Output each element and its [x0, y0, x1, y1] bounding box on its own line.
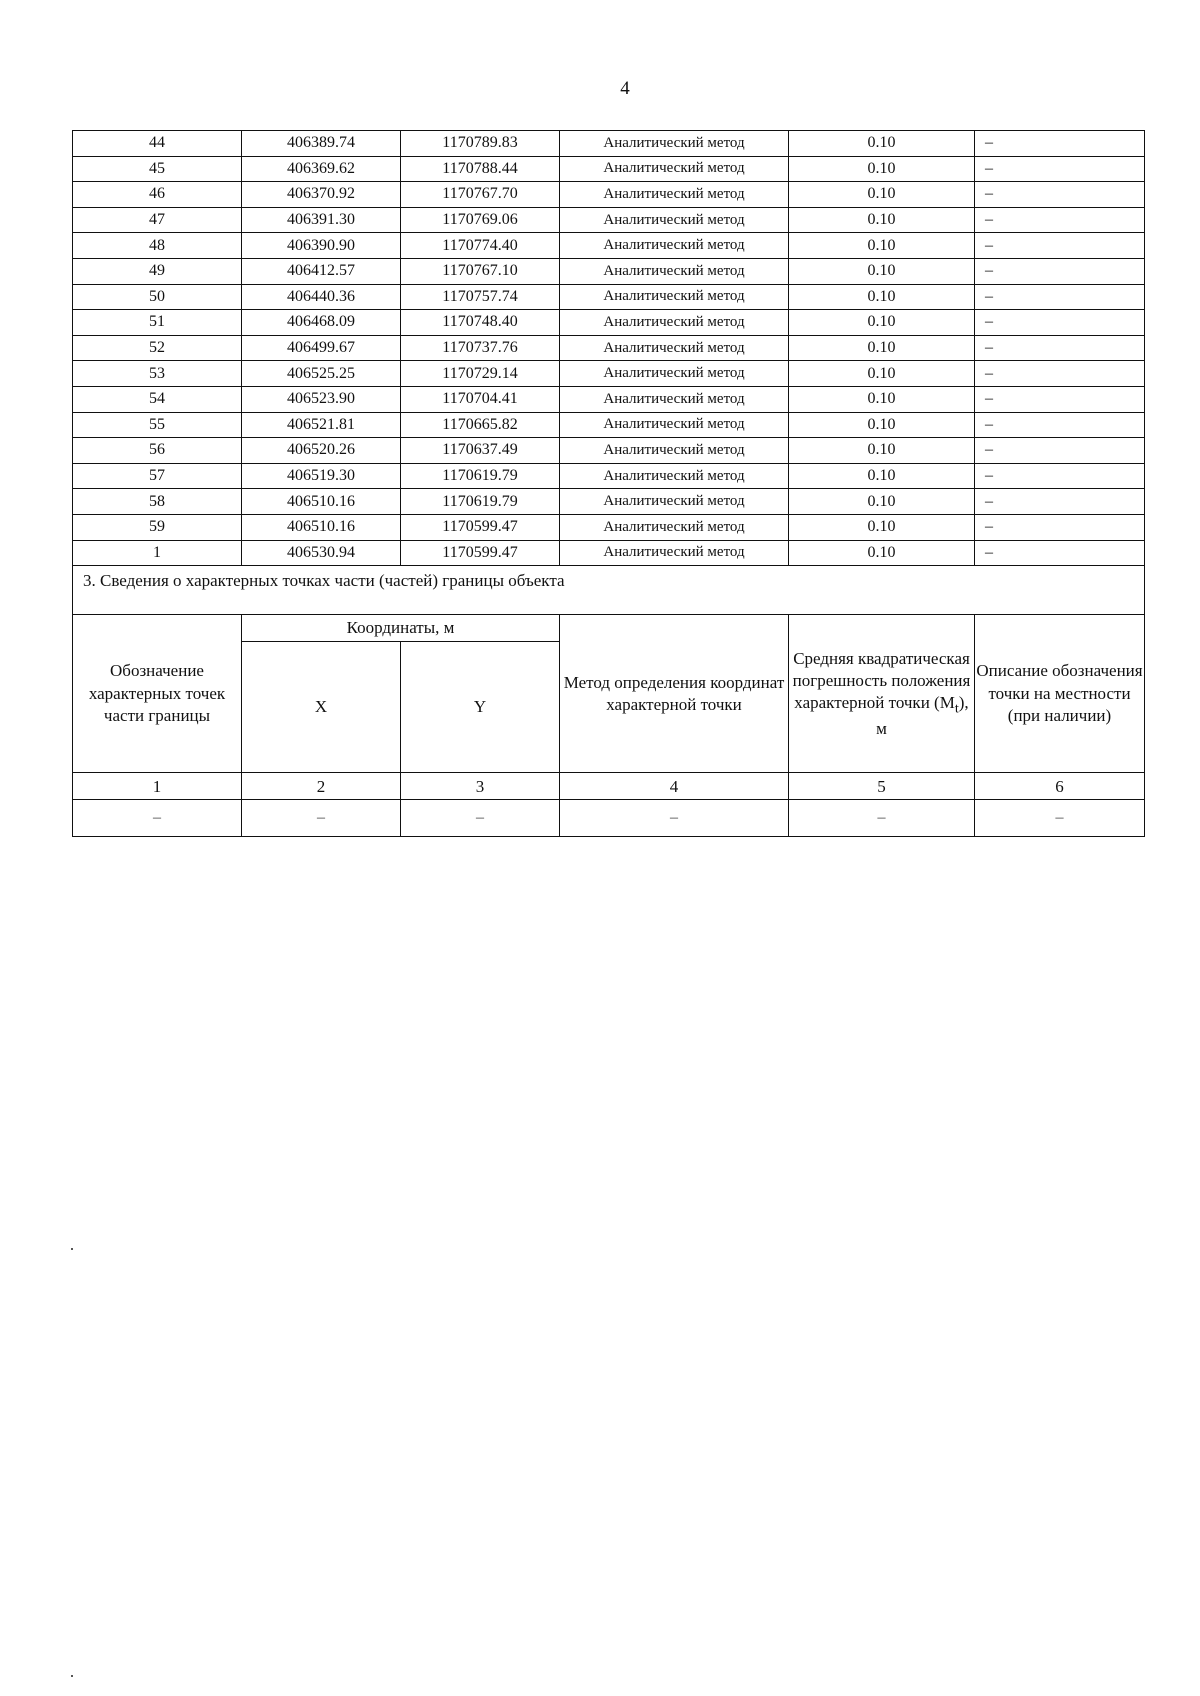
- accuracy-cell: 0.10: [789, 284, 975, 310]
- table-row: [73, 207, 1145, 233]
- y-cell: 1170665.82: [401, 412, 560, 438]
- method-cell: Аналитический метод: [560, 258, 789, 284]
- y-cell: 1170788.44: [401, 156, 560, 182]
- y-cell: 1170757.74: [401, 284, 560, 310]
- method-cell: Аналитический метод: [560, 463, 789, 489]
- point-number-cell: 44: [73, 131, 242, 157]
- accuracy-cell: 0.10: [789, 233, 975, 259]
- x-cell: 406389.74: [242, 131, 401, 157]
- y-cell: 1170599.47: [401, 540, 560, 566]
- accuracy-cell: 0.10: [789, 489, 975, 515]
- y-cell: 1170767.10: [401, 258, 560, 284]
- accuracy-cell: 0.10: [789, 540, 975, 566]
- description-cell: –: [975, 156, 1145, 182]
- coordinates-table-body: [73, 131, 1145, 566]
- y-cell: 1170637.49: [401, 438, 560, 464]
- table-row: [73, 514, 1145, 540]
- x-cell: 406390.90: [242, 233, 401, 259]
- column-number: 6: [975, 773, 1145, 800]
- accuracy-cell: 0.10: [789, 412, 975, 438]
- header-y: Y: [401, 642, 560, 773]
- scan-speck: [71, 1675, 73, 1677]
- coordinates-table: [72, 130, 1145, 837]
- description-cell: –: [975, 489, 1145, 515]
- accuracy-cell: 0.10: [789, 156, 975, 182]
- header-x: X: [242, 642, 401, 773]
- x-cell: 406525.25: [242, 361, 401, 387]
- accuracy-cell: 0.10: [789, 438, 975, 464]
- description-cell: –: [975, 182, 1145, 208]
- x-cell: 406510.16: [242, 489, 401, 515]
- point-number-cell: 46: [73, 182, 242, 208]
- column-number: 4: [560, 773, 789, 800]
- accuracy-cell: 0.10: [789, 182, 975, 208]
- y-cell: 1170619.79: [401, 489, 560, 515]
- description-cell: –: [975, 233, 1145, 259]
- point-number-cell: 51: [73, 310, 242, 336]
- header-mt: [789, 615, 975, 773]
- empty-cell: –: [242, 800, 401, 837]
- method-cell: Аналитический метод: [560, 310, 789, 336]
- x-cell: 406440.36: [242, 284, 401, 310]
- table-row: [73, 489, 1145, 515]
- column-numbers-row: [73, 773, 1145, 800]
- column-number: 1: [73, 773, 242, 800]
- table-row: [73, 131, 1145, 157]
- accuracy-cell: 0.10: [789, 335, 975, 361]
- x-cell: 406523.90: [242, 386, 401, 412]
- method-cell: Аналитический метод: [560, 412, 789, 438]
- method-cell: Аналитический метод: [560, 156, 789, 182]
- point-number-cell: 55: [73, 412, 242, 438]
- y-cell: 1170737.76: [401, 335, 560, 361]
- x-cell: 406520.26: [242, 438, 401, 464]
- x-cell: 406521.81: [242, 412, 401, 438]
- accuracy-cell: 0.10: [789, 386, 975, 412]
- point-number-cell: 53: [73, 361, 242, 387]
- y-cell: 1170619.79: [401, 463, 560, 489]
- page-number: 4: [620, 78, 630, 99]
- x-cell: 406391.30: [242, 207, 401, 233]
- header-mt-prefix: Средняя квадратическая погрешность положения характерной точки (M: [792, 648, 971, 712]
- empty-cell: –: [560, 800, 789, 837]
- description-cell: –: [975, 207, 1145, 233]
- accuracy-cell: 0.10: [789, 361, 975, 387]
- header-method: Метод определения координат характерной точки: [560, 615, 789, 773]
- y-cell: 1170767.70: [401, 182, 560, 208]
- description-cell: –: [975, 284, 1145, 310]
- table-row: [73, 284, 1145, 310]
- description-cell: –: [975, 438, 1145, 464]
- empty-cell: –: [975, 800, 1145, 837]
- empty-cell: –: [401, 800, 560, 837]
- method-cell: Аналитический метод: [560, 131, 789, 157]
- x-cell: 406370.92: [242, 182, 401, 208]
- header-coordinates: Координаты, м: [242, 615, 560, 642]
- method-cell: Аналитический метод: [560, 335, 789, 361]
- table-row: [73, 156, 1145, 182]
- description-cell: –: [975, 131, 1145, 157]
- x-cell: 406369.62: [242, 156, 401, 182]
- method-cell: Аналитический метод: [560, 284, 789, 310]
- empty-cell: –: [73, 800, 242, 837]
- table-row: [73, 182, 1145, 208]
- x-cell: 406530.94: [242, 540, 401, 566]
- table-row: [73, 438, 1145, 464]
- x-cell: 406510.16: [242, 514, 401, 540]
- description-cell: –: [975, 310, 1145, 336]
- y-cell: 1170704.41: [401, 386, 560, 412]
- table-row: [73, 310, 1145, 336]
- y-cell: 1170599.47: [401, 514, 560, 540]
- y-cell: 1170769.06: [401, 207, 560, 233]
- description-cell: –: [975, 463, 1145, 489]
- table-row: [73, 258, 1145, 284]
- x-cell: 406412.57: [242, 258, 401, 284]
- point-number-cell: 56: [73, 438, 242, 464]
- accuracy-cell: 0.10: [789, 131, 975, 157]
- scan-speck: [71, 1248, 73, 1250]
- accuracy-cell: 0.10: [789, 207, 975, 233]
- column-number: 3: [401, 773, 560, 800]
- point-number-cell: 54: [73, 386, 242, 412]
- method-cell: Аналитический метод: [560, 489, 789, 515]
- method-cell: Аналитический метод: [560, 361, 789, 387]
- column-number: 2: [242, 773, 401, 800]
- table-row: [73, 361, 1145, 387]
- accuracy-cell: 0.10: [789, 514, 975, 540]
- point-number-cell: 58: [73, 489, 242, 515]
- point-number-cell: 52: [73, 335, 242, 361]
- empty-cell: –: [789, 800, 975, 837]
- table-row: [73, 233, 1145, 259]
- header-designation: Обозначение характерных точек части границы: [73, 615, 242, 773]
- method-cell: Аналитический метод: [560, 514, 789, 540]
- header-mt-suffix: ), м: [876, 692, 969, 738]
- description-cell: –: [975, 361, 1145, 387]
- point-number-cell: 59: [73, 514, 242, 540]
- table-row: [73, 335, 1145, 361]
- method-cell: Аналитический метод: [560, 438, 789, 464]
- description-cell: –: [975, 540, 1145, 566]
- method-cell: Аналитический метод: [560, 233, 789, 259]
- header-mt-sub: t: [954, 700, 959, 717]
- table-row: [73, 540, 1145, 566]
- method-cell: Аналитический метод: [560, 207, 789, 233]
- column-number: 5: [789, 773, 975, 800]
- accuracy-cell: 0.10: [789, 258, 975, 284]
- header-description: Описание обозначения точки на местности (при наличии): [975, 615, 1145, 773]
- point-number-cell: 57: [73, 463, 242, 489]
- method-cell: Аналитический метод: [560, 386, 789, 412]
- x-cell: 406499.67: [242, 335, 401, 361]
- x-cell: 406519.30: [242, 463, 401, 489]
- table-row: [73, 412, 1145, 438]
- x-cell: 406468.09: [242, 310, 401, 336]
- accuracy-cell: 0.10: [789, 463, 975, 489]
- description-cell: –: [975, 335, 1145, 361]
- point-number-cell: 49: [73, 258, 242, 284]
- accuracy-cell: 0.10: [789, 310, 975, 336]
- table-row: [73, 463, 1145, 489]
- description-cell: –: [975, 514, 1145, 540]
- section-3: [73, 566, 1145, 837]
- description-cell: –: [975, 258, 1145, 284]
- description-cell: –: [975, 386, 1145, 412]
- point-number-cell: 50: [73, 284, 242, 310]
- y-cell: 1170748.40: [401, 310, 560, 336]
- empty-data-row: [73, 800, 1145, 837]
- point-number-cell: 47: [73, 207, 242, 233]
- y-cell: 1170774.40: [401, 233, 560, 259]
- point-number-cell: 1: [73, 540, 242, 566]
- y-cell: 1170729.14: [401, 361, 560, 387]
- table-row: [73, 386, 1145, 412]
- point-number-cell: 45: [73, 156, 242, 182]
- y-cell: 1170789.83: [401, 131, 560, 157]
- method-cell: Аналитический метод: [560, 182, 789, 208]
- section-3-title: 3. Сведения о характерных точках части (частей) границы объекта: [73, 566, 1145, 615]
- point-number-cell: 48: [73, 233, 242, 259]
- method-cell: Аналитический метод: [560, 540, 789, 566]
- description-cell: –: [975, 412, 1145, 438]
